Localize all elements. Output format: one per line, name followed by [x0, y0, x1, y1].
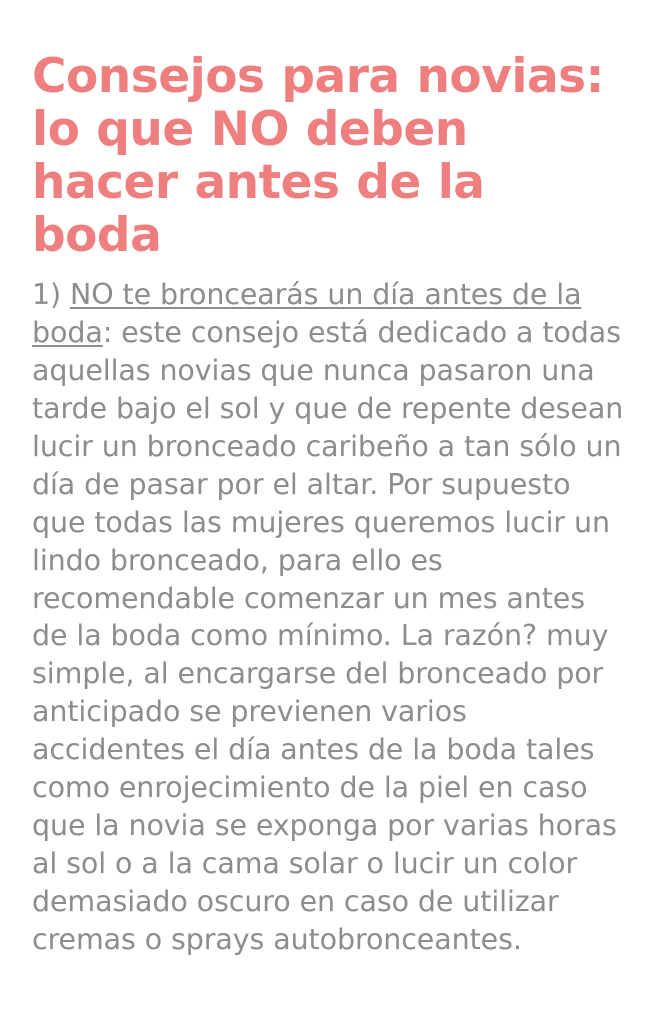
list-item-heading: NO te broncearás un día antes de la boda	[32, 278, 582, 350]
article-paragraph	[32, 276, 626, 958]
list-item-body: : este consejo está dedicado a todas aquellas novias que nunca pasaron una tarde bajo el sol y que de repente desean lucir un bronceado caribeño a tan sólo un día de pasar por el altar. Por supuesto que todas las mujeres queremos lucir un lindo bronceado, para ello es recomendable comenzar un mes antes de la boda como mínimo. La razón? muy simple, al encargarse del bronceado por anticipado se previenen varios accidentes el día antes de la boda tales como enrojecimiento de la piel en caso que la novia se exponga por varias horas al sol o a la cama solar o lucir un color demasiado oscuro en caso de utilizar cremas o sprays autobronceantes.	[32, 316, 624, 956]
list-item-number: 1)	[32, 278, 62, 312]
page-title: Consejos para novias: lo que NO deben hacer antes de la boda	[32, 49, 604, 264]
